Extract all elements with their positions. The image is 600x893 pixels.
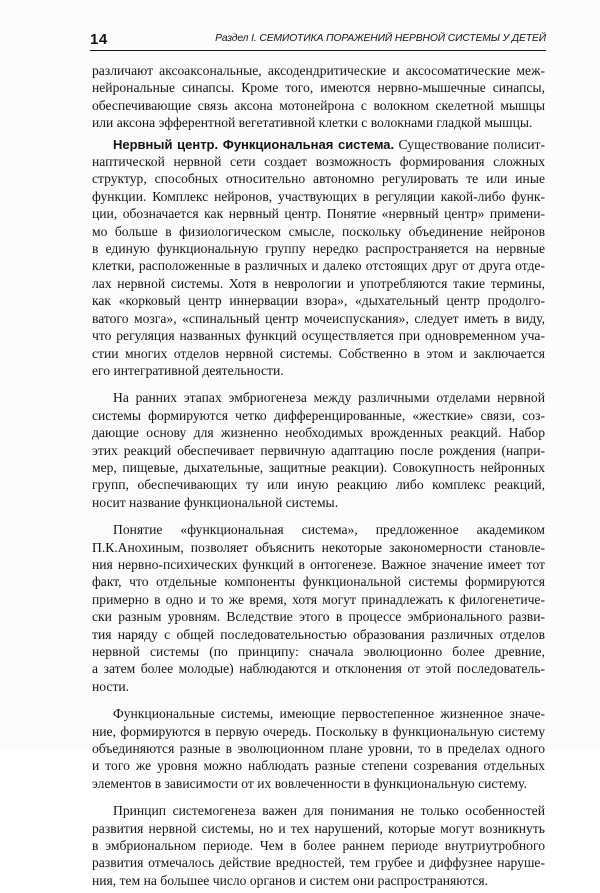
text-line: системы формируются четко дифференцированные, «жесткие» связи, соз-	[92, 407, 545, 423]
text-line: клетки, расположенные в различных и далеко отстоящих друг от друга отде-	[92, 258, 545, 274]
text-line: лах нервной системы. Хотя в неврологии и употребляются такие термины,	[92, 275, 545, 291]
text-line: или аксона эфферентной вегетативной клетки с волокнами гладкой мышцы.	[92, 115, 533, 131]
text-line: Функциональные системы, имеющие первостепенное жизненное значе-	[113, 706, 545, 722]
text-line: его интегративной деятельности.	[92, 362, 284, 378]
paragraph	[92, 802, 545, 889]
paragraph	[92, 521, 545, 695]
text-line: структур, способных относительно автономно регулировать те или иные	[92, 171, 545, 187]
text-line: П.К.Анохиным, позволяет объяснить некоторые закономерности становле-	[92, 539, 545, 555]
text-line: ния, тем на большее число органов и систем они распространяются.	[92, 872, 489, 888]
text-line: Понятие «функциональная система», предложенное академиком	[113, 522, 545, 538]
text-line: объединяются разные в эволюционном плане уровни, то в пределах одного	[92, 741, 545, 757]
paragraph	[92, 389, 545, 511]
paragraph	[92, 136, 545, 380]
text-line: нервной системы (по принципу: сначала эволюционно более древние,	[92, 644, 545, 659]
text-line: носит название функциональной системы.	[92, 494, 339, 510]
text-line: развития нервной системы, но и тех нарушений, которые могут возникнуть	[92, 820, 545, 836]
page-header	[90, 31, 546, 53]
text-fragment: Существование полисит-	[394, 136, 546, 152]
text-line: ски разным уровням. Вследствие этого в процессе эмбрионального разви-	[92, 609, 545, 625]
text-line: развития отмечалось действие вредностей, тем грубее и диффузнее наруше-	[92, 855, 545, 871]
paragraph	[92, 62, 545, 132]
text-line: ности.	[92, 678, 130, 694]
text-line: элементов в зависимости от их вовлеченности в функциональную систему.	[92, 775, 527, 791]
text-line: наптической нервной сети создает возможность формирования сложных	[92, 154, 545, 170]
text-line: мер, пищевые, дыхательные, защитные реакции). Совокупность нейронных	[92, 459, 545, 475]
text-line: что регуляция названных функций осуществляется при одновременном уча-	[92, 328, 545, 344]
paragraph	[92, 705, 545, 792]
body-text	[92, 62, 545, 893]
page-number: 14	[90, 31, 108, 48]
text-line: в эмбриональном периоде. Чем в более раннем периоде внутриутробного	[92, 838, 545, 854]
text-line: примерно в одно и то же время, хотя могут принадлежать к филогенетиче-	[92, 591, 545, 607]
text-line: ние, формируются в первую очередь. Поскольку в функциональную систему	[92, 723, 545, 739]
text-line: ния нервно-психических функций в онтогенезе. Важное значение имеет тот	[92, 556, 545, 572]
text-line: и того же уровня можно наблюдать разные степени созревания отдельных	[92, 758, 545, 774]
text-line: нейрональные синапсы. Кроме того, имеются нервно-мышечные синапсы,	[92, 80, 545, 96]
text-line: ватого мозга», «спинальный центр мочеиспускания», следует иметь в виду,	[92, 310, 545, 326]
text-line: обеспечивающие связь аксона мотонейрона с волокном скелетной мышцы	[92, 97, 545, 113]
text-line: групп, обеспечивающих ту или иную реакцию либо комплекс реакций,	[92, 477, 545, 493]
text-line: дающие основу для жизненно необходимых врожденных реакций. Набор	[92, 425, 545, 441]
text-line: этих реакций обеспечивает первичную адаптацию после рождения (напри-	[92, 442, 545, 458]
section-run-in-heading: Нервный центр. Функциональная система.	[113, 136, 395, 152]
text-line: факт, что отдельные компоненты функциональной системы формируются	[92, 574, 545, 590]
text-line: Принцип системогенеза важен для понимания не только особенностей	[113, 803, 545, 819]
header-rule	[90, 50, 546, 51]
text-line	[92, 136, 545, 153]
text-line: как «корковый центр иннервации взора», «дыхательный центр продолго-	[92, 293, 545, 309]
text-line: тия наряду с общей последовательностью образования различных отделов	[92, 626, 545, 642]
text-line: стии многих отделов нервной системы. Собственно в этом и заключается	[92, 345, 545, 361]
text-line: различают аксоаксональные, аксодендритические и аксосоматические меж-	[92, 63, 545, 78]
text-line: мо больше в физиологическом смысле, поскольку объединение нейронов	[92, 223, 545, 239]
running-head: Раздел I. СЕМИОТИКА ПОРАЖЕНИЙ НЕРВНОЙ СИСТЕМЫ У ДЕТЕЙ	[215, 33, 546, 44]
text-line: в единую функциональную группу нередко распространяется на нервные	[92, 241, 545, 257]
text-line: ции, обозначается как нервный центр. Понятие «нервный центр» примени-	[92, 206, 545, 222]
text-line: функции. Комплекс нейронов, участвующих в регуляции какой-либо функ-	[92, 188, 545, 204]
text-line: а затем более молодые) наблюдаются и отклонения от этой последователь-	[92, 661, 545, 677]
text-line: На ранних этапах эмбриогенеза между различными отделами нервной	[113, 390, 545, 406]
